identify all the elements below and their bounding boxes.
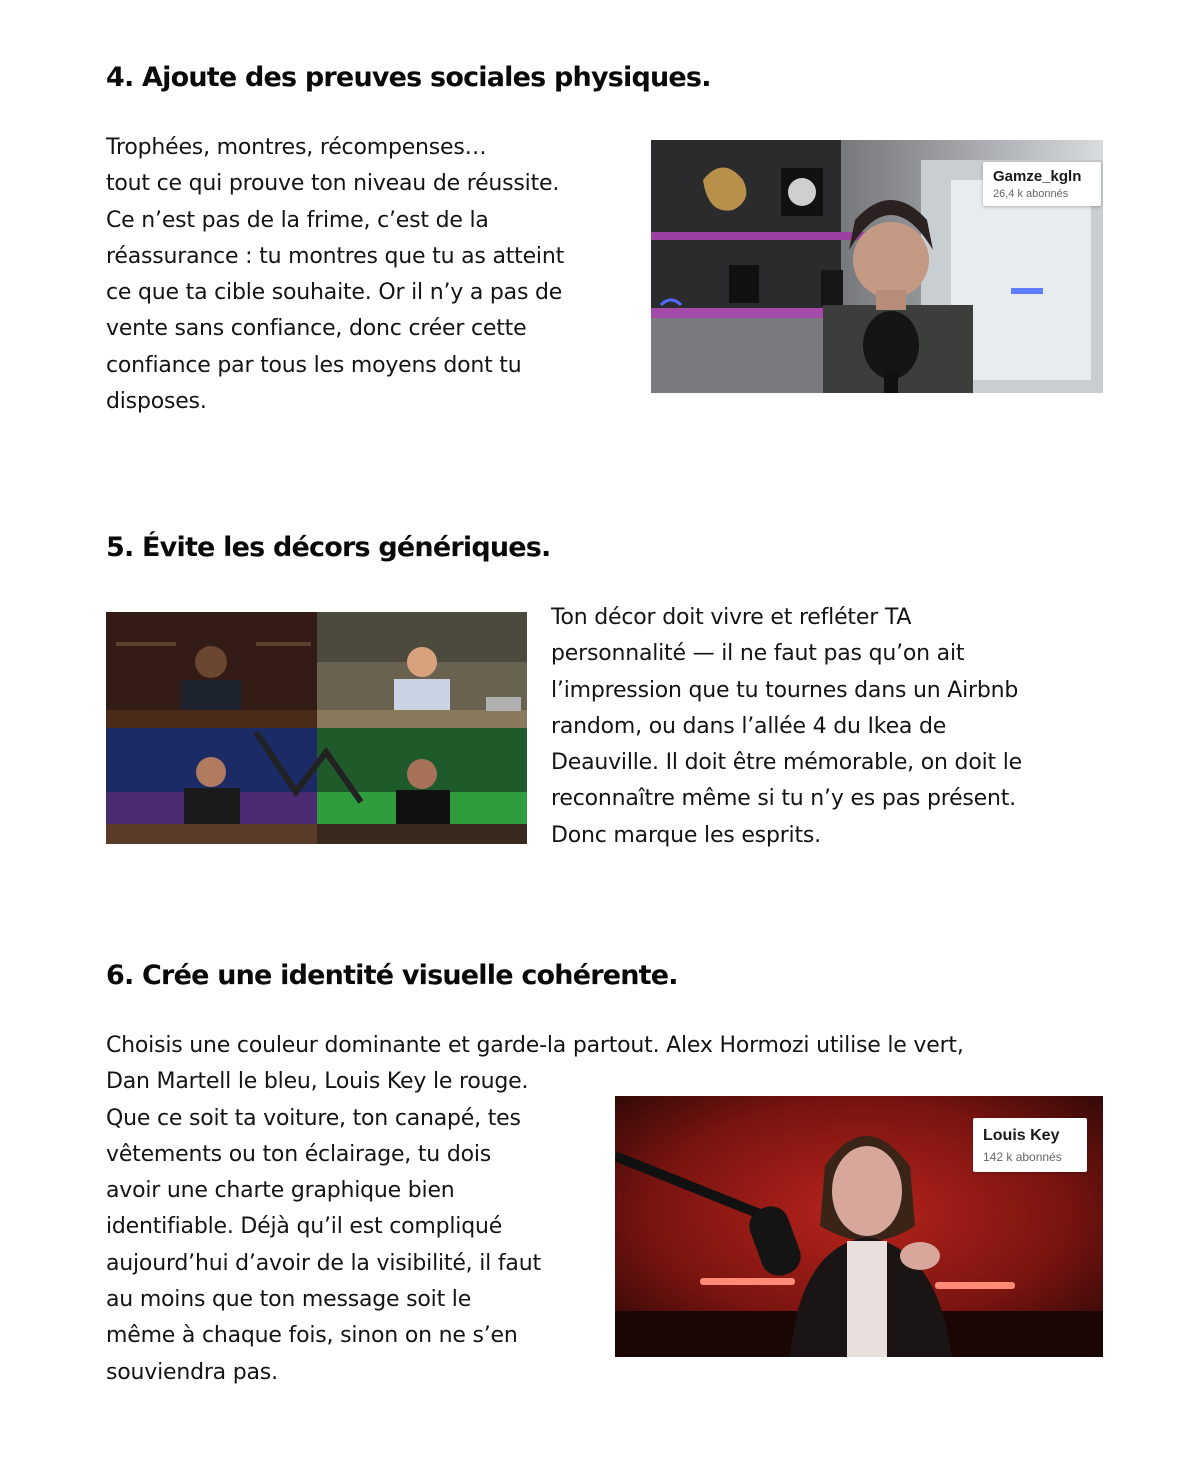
text-line: réassurance : tu montres que tu as atteint bbox=[106, 243, 565, 269]
text-line: tout ce qui prouve ton niveau de réussite. bbox=[106, 171, 560, 197]
text-line: Choisis une couleur dominante et garde-la partout. Alex Hormozi utilise le vert, bbox=[106, 1033, 964, 1058]
channel-name: Louis Key bbox=[983, 1127, 1060, 1144]
channel-badge bbox=[973, 1118, 1087, 1172]
channel-badge bbox=[983, 162, 1101, 206]
text-line: disposes. bbox=[106, 389, 207, 415]
text-line: Ce n’est pas de la frime, c’est de la bbox=[106, 207, 489, 233]
text-line: Donc marque les esprits. bbox=[551, 822, 821, 848]
text-line: identifiable. Déjà qu’il est compliqué bbox=[106, 1214, 503, 1240]
text-line: avoir une charte graphique bien bbox=[106, 1178, 455, 1204]
studio-trophies-image bbox=[651, 140, 1103, 393]
text-line: vêtements ou ton éclairage, tu dois bbox=[106, 1141, 492, 1167]
section-4-title: 4. Ajoute des preuves sociales physiques. bbox=[106, 62, 711, 93]
channel-name: Gamze_kgln bbox=[993, 168, 1082, 185]
text-line: aujourd’hui d’avoir de la visibilité, il faut bbox=[106, 1250, 541, 1276]
text-line: Trophées, montres, récompenses… bbox=[106, 135, 487, 160]
text-line: random, ou dans l’allée 4 du Ikea de bbox=[551, 713, 947, 739]
channel-subscribers: 142 k abonnés bbox=[983, 1150, 1062, 1164]
section-4-text bbox=[106, 130, 636, 420]
text-line: personnalité — il ne faut pas qu’on ait bbox=[551, 641, 965, 667]
channel-subscribers: 26,4 k abonnés bbox=[993, 188, 1069, 200]
text-line: ce que ta cible souhaite. Or il n’y a pas de bbox=[106, 280, 563, 306]
text-line: reconnaître même si tu n’y es pas présent. bbox=[551, 786, 1016, 812]
text-line: confiance par tous les moyens dont tu bbox=[106, 352, 522, 378]
text-line: Deauville. Il doit être mémorable, on doit le bbox=[551, 750, 1022, 776]
section-5-title: 5. Évite les décors génériques. bbox=[106, 532, 551, 563]
text-line: Ton décor doit vivre et refléter TA bbox=[551, 605, 912, 630]
text-line: vente sans confiance, donc créer cette bbox=[106, 316, 527, 342]
text-line: Que ce soit ta voiture, ton canapé, tes bbox=[106, 1105, 521, 1131]
section-5-text bbox=[551, 600, 1091, 854]
text-line: l’impression que tu tournes dans un Airbnb bbox=[551, 677, 1019, 703]
text-line: Dan Martell le bleu, Louis Key le rouge. bbox=[106, 1069, 529, 1095]
text-line: au moins que ton message soit le bbox=[106, 1287, 472, 1313]
red-studio-image bbox=[615, 1096, 1103, 1357]
text-line: souviendra pas. bbox=[106, 1359, 278, 1385]
studio-decors-collage bbox=[106, 612, 527, 844]
text-line: même à chaque fois, sinon on ne s’en bbox=[106, 1323, 518, 1349]
section-6-title: 6. Crée une identité visuelle cohérente. bbox=[106, 960, 678, 991]
